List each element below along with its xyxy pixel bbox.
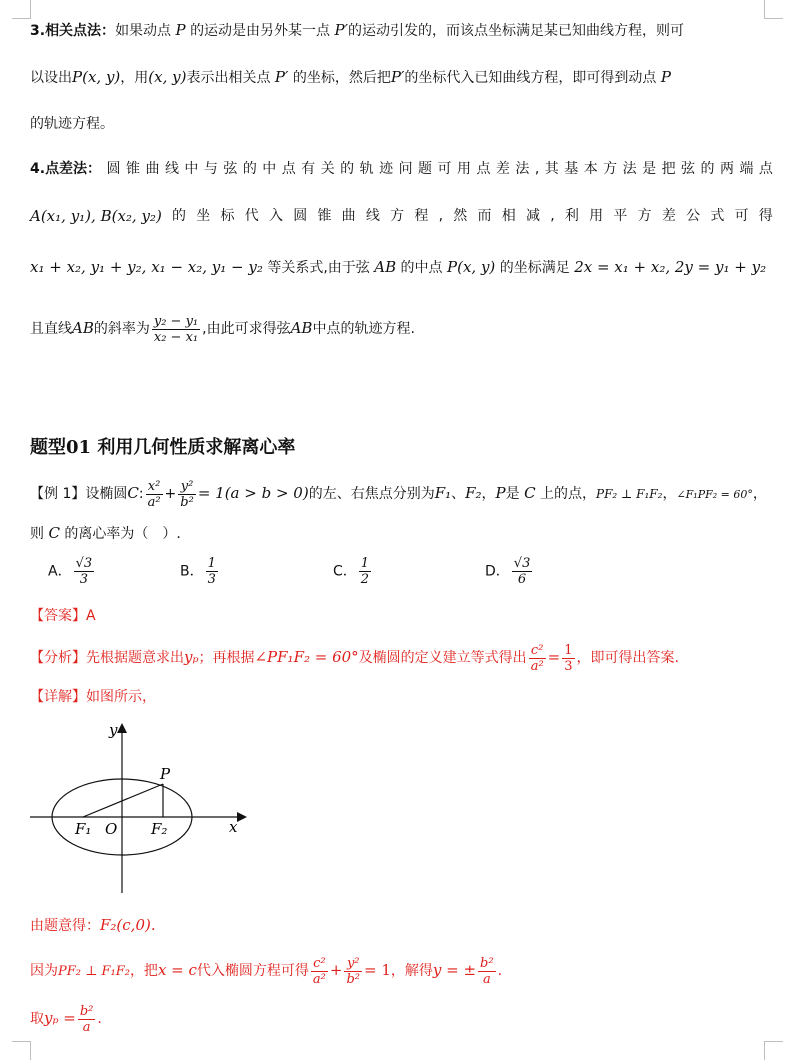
justified-char: 曲 — [341, 208, 356, 224]
x-axis-arrow — [237, 812, 247, 822]
method4-line2: A(x₁, y₁), B(x₂, y₂) 的 坐 标 代 入 圆 锥 曲 线 方 程 , 然 而 相 减 , 利 用 平 方 差 公 式 可 得 — [30, 207, 773, 225]
justified-char: 而 — [477, 208, 492, 224]
justified-char: 的 — [172, 208, 187, 224]
justified-char: 用 — [589, 208, 604, 224]
justified-char: 关 — [320, 161, 335, 177]
method4-line3: x₁ + x₂, y₁ + y₂, x₁ − x₂, y₁ − y₂ 等关系式,由于弦 AB 的中点 P(x, y) 的坐标满足 2x = x₁ + x₂, 2y = y₁ + y₂ — [30, 258, 767, 276]
justified-char: 的 — [700, 161, 715, 177]
justified-char: 坐 — [196, 208, 211, 224]
example-line2: 则 C 的离心率为（ ）. — [30, 524, 181, 542]
justified-char: 把 — [661, 161, 676, 177]
segment-pf1 — [83, 784, 163, 817]
justified-char: 的 — [242, 161, 257, 177]
justified-char: 中 — [184, 161, 199, 177]
justified-char: 入 — [268, 208, 283, 224]
justified-char: 公 — [686, 208, 701, 224]
svg-text:x: x — [229, 818, 238, 836]
justified-char: 得 — [758, 208, 773, 224]
svg-text:y: y — [109, 721, 118, 739]
justified-char: , — [550, 208, 555, 224]
ellipse-figure — [25, 715, 255, 900]
method3-line2: 以设出P(x, y)，用(x, y)表示出相关点 P′ 的坐标，然后把P′的坐标代入已知曲线方程，即可得到动点 P — [30, 68, 671, 86]
slope-fraction: $\frac{\text{y₂ − y₁}}{\text{x₂ − x₁}}$ — [153, 313, 199, 345]
justified-char: 曲 — [145, 161, 160, 177]
justified-char: 减 — [526, 208, 540, 224]
crop-mark — [12, 0, 31, 19]
justified-char: 差 — [495, 161, 510, 177]
justified-char: 可 — [734, 208, 749, 224]
solution-line3: 取yₚ = $\frac{\text{b²}}{a}$ . — [30, 1003, 102, 1035]
justified-char: 与 — [203, 161, 218, 177]
justified-char: 式 — [710, 208, 725, 224]
justified-char: 有 — [301, 161, 316, 177]
option-a[interactable]: A． $\frac{√3}{3}$ — [48, 556, 93, 587]
svg-text:F₂: F₂ — [151, 820, 168, 838]
justified-char: 是 — [642, 161, 657, 177]
justified-char: 锥 — [126, 161, 140, 177]
justified-char: , — [438, 208, 444, 224]
method3-line3: 的轨迹方程。 — [30, 116, 114, 132]
justified-char: 代 — [244, 208, 259, 224]
method4-title: 点差法： — [45, 161, 102, 177]
justified-char: 然 — [453, 208, 468, 224]
justified-char: , — [534, 161, 540, 177]
justified-char: 差 — [661, 208, 676, 224]
method3-title: 相关点法： — [45, 23, 116, 39]
justified-char: 方 — [637, 208, 652, 224]
justified-char: 标 — [220, 208, 235, 224]
justified-char: 程 — [414, 208, 429, 224]
method4-line4: 且直线AB的斜率为 $\frac{\text{y₂ − y₁}}{\text{x₂ − x₁}}$ ,由此可求得弦AB中点的轨迹方程. — [30, 313, 415, 345]
answer-line: 【答案】A — [30, 608, 96, 624]
method3-line1: 3.相关点法：如果动点 P 的运动是由另外某一点 P′的运动引发的，而该点坐标满足某已知曲线方程，则可 — [30, 21, 685, 39]
justified-char: 圆 — [293, 208, 308, 224]
justified-char: 其 — [544, 161, 559, 177]
crop-mark — [764, 0, 783, 19]
justified-char: 方 — [390, 208, 405, 224]
method4-line1: 4.点差法： 圆 锥 曲 线 中 与 弦 的 中 点 有 关 的 轨 迹 问 题 可 用 点 差 法 , 其 基 本 方 法 是 把 弦 的 两 端 点 — [30, 161, 773, 177]
justified-char: 轨 — [359, 161, 374, 177]
justified-char: 的 — [340, 161, 355, 177]
justified-char: 法 — [622, 161, 637, 177]
justified-char: 线 — [365, 208, 380, 224]
justified-char: 基 — [564, 161, 579, 177]
justified-char: 弦 — [681, 161, 696, 177]
justified-char: 点 — [281, 161, 296, 177]
justified-char: 利 — [564, 208, 579, 224]
section-heading: 题型01 利用几何性质求解离心率 — [30, 437, 296, 458]
example-line1: 【例 1】设椭圆C: $\frac{\text{x²}}{\text{a²}}$ + $\frac{\text{y²}}{\text{b²}}$ = 1(a > b > 0)的左、右焦点分别为F₁、F₂，P是 C 上的点，PF₂ ⊥ F₁F₂，∠F₁PF₂ = 60°， — [30, 478, 767, 510]
justified-char: 端 — [739, 161, 754, 177]
justified-char: 法 — [515, 161, 530, 177]
justified-char: 用 — [456, 161, 471, 177]
svg-text:O: O — [105, 820, 118, 838]
option-d[interactable]: D． $\frac{√3}{6}$ — [485, 556, 531, 587]
justified-char: 圆 — [106, 161, 121, 177]
crop-mark — [764, 1041, 783, 1060]
solution-line2: 因为PF₂ ⊥ F₁F₂，把x = c代入椭圆方程可得 $\frac{\text{c²}}{\text{a²}}$ + $\frac{\text{y²}}{\text{b²}}$ = 1，解得y = ± $\frac{\text{b²}}{a}$ . — [30, 955, 503, 987]
justified-char: 方 — [603, 161, 618, 177]
justified-char: 可 — [437, 161, 452, 177]
option-c[interactable]: C． $\frac{1}{2}$ — [333, 556, 370, 587]
svg-text:P: P — [160, 765, 171, 783]
justified-char: 相 — [501, 208, 516, 224]
justified-char: 点 — [476, 161, 491, 177]
justified-char: 两 — [719, 161, 734, 177]
detail-line: 【详解】如图所示， — [30, 689, 156, 705]
y-axis-arrow — [117, 723, 127, 733]
justified-char: 锥 — [317, 208, 332, 224]
justified-char: 迹 — [379, 161, 394, 177]
option-b[interactable]: B． $\frac{1}{3}$ — [180, 556, 216, 587]
solution-line1: 由题意得：F₂(c,0). — [30, 916, 156, 934]
crop-mark — [12, 1041, 31, 1060]
justified-char: 线 — [164, 161, 179, 177]
justified-char: 本 — [583, 161, 598, 177]
justified-char: 问 — [398, 161, 413, 177]
justified-char: 题 — [418, 161, 433, 177]
justified-char: 中 — [262, 161, 277, 177]
justified-char: 弦 — [223, 161, 238, 177]
svg-text:F₁: F₁ — [75, 820, 92, 838]
justified-char: 点 — [758, 161, 773, 177]
justified-char: 平 — [613, 208, 628, 224]
analysis-line: 【分析】先根据题意求出yₚ；再根据∠PF₁F₂ = 60°及椭圆的定义建立等式得出 $\frac{\text{c²}}{\text{a²}}$ = $\frac{1}{3}$ ，即可得出答案. — [30, 642, 679, 674]
